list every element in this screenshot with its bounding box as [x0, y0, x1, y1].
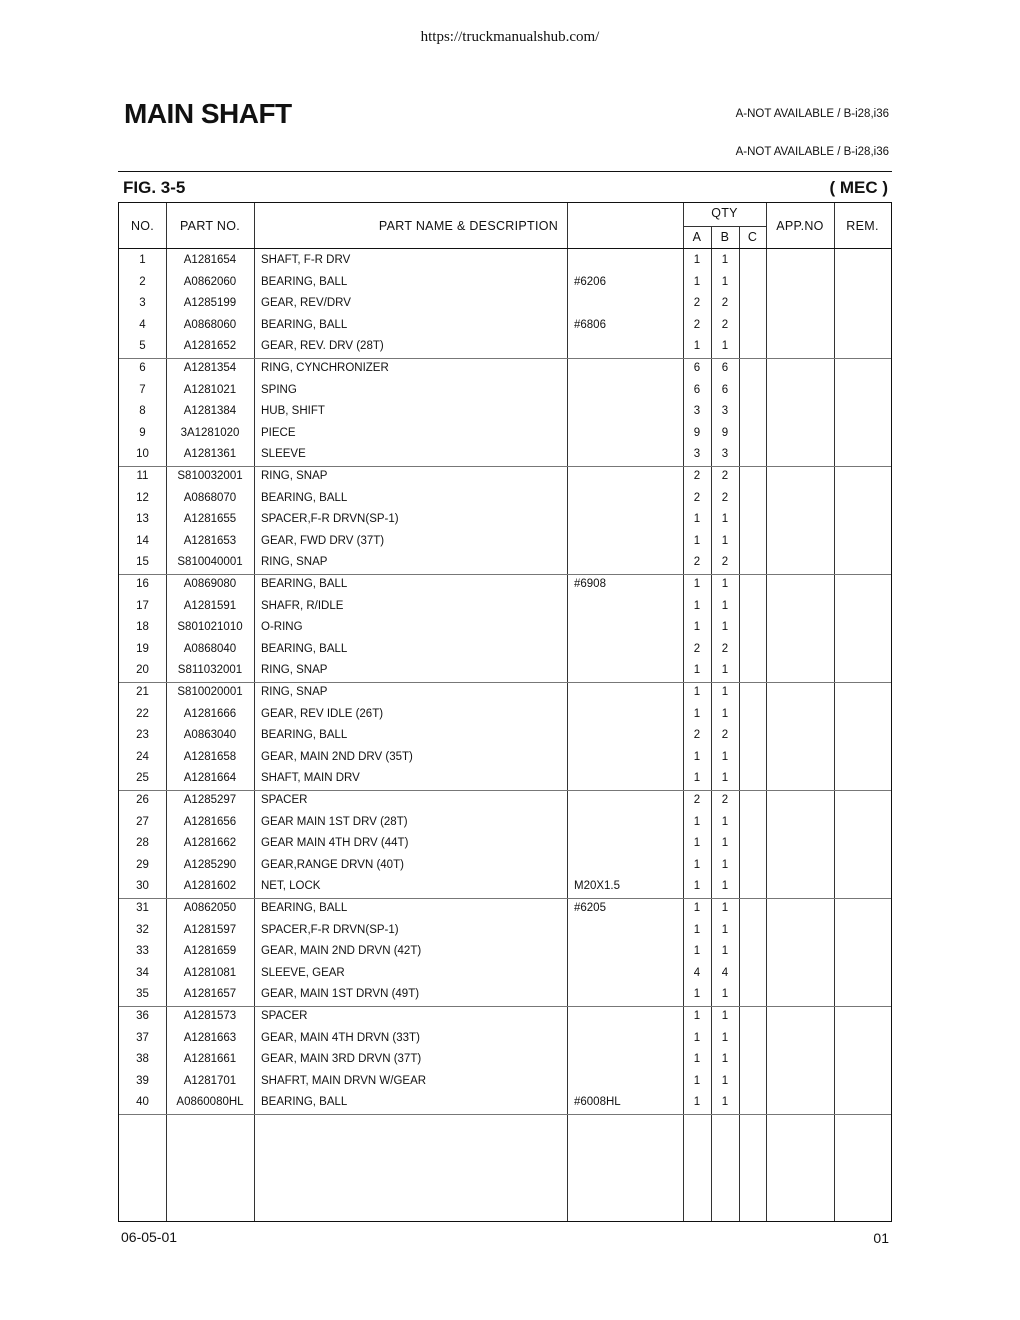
table-row: [119, 552, 891, 574]
cell-part-no: A1281653: [183, 534, 237, 547]
table-row: [119, 380, 891, 402]
cell-part-no: A1281655: [183, 513, 237, 526]
cell-no: 33: [136, 945, 149, 958]
cell-part-name: GEAR MAIN 1ST DRV (28T): [261, 815, 408, 828]
cell-part-name: BEARING, BALL: [261, 729, 348, 742]
cell-qty-a: 2: [693, 297, 701, 310]
cell-part-name: GEAR, MAIN 3RD DRVN (37T): [261, 1053, 422, 1066]
header-no: NO.: [130, 219, 155, 233]
header-qty-b: B: [720, 230, 730, 244]
cell-part-no: A1285290: [183, 858, 237, 871]
cell-qty-b: 1: [721, 664, 729, 677]
table-row: [119, 336, 891, 358]
cell-qty-a: 1: [693, 578, 701, 590]
cell-no: 27: [136, 815, 149, 828]
table-row: [119, 790, 891, 812]
availability-note-2: A-NOT AVAILABLE / B-i28,i36: [735, 146, 889, 158]
cell-no: 4: [139, 318, 146, 331]
table-row: [119, 466, 891, 488]
cell-qty-b: 1: [721, 923, 729, 936]
cell-qty-a: 2: [693, 470, 701, 482]
cell-qty-a: 2: [693, 491, 701, 504]
page-title: MAIN SHAFT: [124, 98, 292, 129]
cell-no: 40: [136, 1096, 149, 1109]
cell-part-no: A1281361: [183, 448, 237, 461]
cell-qty-b: 1: [721, 772, 729, 785]
cell-qty-b: 1: [721, 1096, 729, 1109]
cell-description: #6908: [574, 578, 606, 590]
cell-qty-b: 6: [721, 383, 729, 396]
cell-qty-b: 4: [721, 966, 729, 979]
table-row: [119, 747, 891, 769]
cell-part-name: SPACER,F-R DRVN(SP-1): [261, 923, 399, 936]
cell-no: 25: [136, 772, 149, 785]
table-row: [119, 358, 891, 380]
header-app-no: APP.NO: [776, 219, 824, 233]
cell-qty-b: 1: [721, 750, 729, 763]
cell-qty-b: 1: [721, 988, 729, 1001]
table-row: [119, 1028, 891, 1050]
cell-qty-a: 1: [693, 902, 701, 914]
cell-part-no: A1281597: [183, 923, 237, 936]
cell-qty-b: 1: [721, 837, 729, 850]
cell-no: 1: [139, 254, 146, 266]
cell-qty-a: 1: [693, 664, 701, 677]
cell-part-name: O-RING: [261, 621, 303, 634]
header-divider: [118, 171, 892, 172]
cell-qty-a: 1: [693, 750, 701, 763]
cell-qty-b: 2: [721, 794, 729, 806]
cell-part-name: RING, SNAP: [261, 470, 328, 482]
cell-no: 16: [136, 578, 149, 590]
cell-part-no: A1281654: [183, 254, 237, 266]
cell-qty-a: 1: [693, 1031, 701, 1044]
table-row: [119, 531, 891, 553]
cell-part-no: A1281384: [183, 405, 237, 418]
cell-no: 24: [136, 750, 149, 763]
cell-part-name: GEAR MAIN 4TH DRV (44T): [261, 837, 409, 850]
cell-part-no: A1281666: [183, 707, 237, 720]
cell-qty-a: 1: [693, 275, 701, 288]
table-row: [119, 855, 891, 877]
cell-part-name: SPACER: [261, 1010, 308, 1022]
cell-no: 2: [139, 275, 146, 288]
cell-no: 8: [139, 405, 146, 418]
cell-part-no: A1281662: [183, 837, 237, 850]
cell-part-no: A1281602: [183, 880, 237, 893]
header-qty-c: C: [747, 230, 758, 244]
table-row: [119, 876, 891, 898]
cell-part-name: GEAR, MAIN 4TH DRVN (33T): [261, 1031, 420, 1044]
cell-part-no: A1285199: [183, 297, 237, 310]
header-divider: [119, 248, 891, 249]
cell-qty-b: 1: [721, 599, 729, 612]
cell-part-name: GEAR, MAIN 2ND DRV (35T): [261, 750, 413, 763]
cell-description: #6206: [574, 275, 606, 288]
header-qty-a: A: [692, 230, 702, 244]
cell-qty-a: 1: [693, 686, 701, 698]
cell-part-no: S801021010: [177, 621, 243, 634]
cell-part-name: GEAR, REV/DRV: [261, 297, 351, 310]
cell-qty-a: 1: [693, 858, 701, 871]
cell-qty-a: 1: [693, 772, 701, 785]
source-url: https://truckmanualshub.com/: [420, 29, 600, 45]
table-row: [119, 315, 891, 337]
header-qty: QTY: [711, 206, 738, 220]
cell-part-no: A1281591: [183, 599, 237, 612]
cell-part-no: S810020001: [177, 686, 243, 698]
cell-qty-b: 1: [721, 858, 729, 871]
cell-qty-a: 2: [693, 318, 701, 331]
cell-part-name: BEARING, BALL: [261, 578, 348, 590]
cell-no: 17: [136, 599, 149, 612]
cell-qty-b: 1: [721, 1053, 729, 1066]
cell-part-name: SHAFT, F-R DRV: [261, 254, 351, 266]
cell-no: 3: [139, 297, 146, 310]
table-row: [119, 682, 891, 704]
cell-part-name: GEAR,RANGE DRVN (40T): [261, 858, 404, 871]
cell-part-no: A1281664: [183, 772, 237, 785]
table-row: [119, 509, 891, 531]
cell-part-no: A1281573: [183, 1010, 237, 1022]
availability-note-1: A-NOT AVAILABLE / B-i28,i36: [735, 108, 889, 120]
cell-qty-b: 1: [721, 275, 729, 288]
table-row: [119, 963, 891, 985]
cell-part-no: A0869080: [183, 578, 237, 590]
cell-qty-a: 1: [693, 1053, 701, 1066]
cell-qty-a: 1: [693, 621, 701, 634]
table-row: [119, 639, 891, 661]
cell-no: 21: [136, 686, 149, 698]
cell-no: 36: [136, 1010, 149, 1022]
cell-part-no: A0868070: [183, 491, 237, 504]
cell-part-name: RING, SNAP: [261, 686, 328, 698]
table-row: [119, 401, 891, 423]
header-rem: REM.: [846, 219, 879, 233]
cell-part-no: A1281658: [183, 750, 237, 763]
cell-qty-b: 1: [721, 513, 729, 526]
cell-part-no: A0862060: [183, 275, 237, 288]
cell-no: 6: [139, 362, 146, 374]
cell-no: 22: [136, 707, 149, 720]
cell-part-name: GEAR, FWD DRV (37T): [261, 534, 385, 547]
cell-qty-a: 1: [693, 254, 701, 266]
cell-part-no: A1281652: [183, 340, 237, 353]
cell-part-name: SHAFR, R/IDLE: [261, 599, 344, 612]
cell-qty-b: 1: [721, 578, 729, 590]
cell-no: 13: [136, 513, 149, 526]
cell-part-name: SHAFRT, MAIN DRVN W/GEAR: [261, 1074, 427, 1087]
cell-qty-b: 3: [721, 405, 729, 418]
cell-part-name: SHAFT, MAIN DRV: [261, 772, 360, 785]
cell-qty-b: 1: [721, 254, 729, 266]
cell-qty-b: 2: [721, 470, 729, 482]
cell-part-name: BEARING, BALL: [261, 642, 348, 655]
cell-part-name: BEARING, BALL: [261, 275, 348, 288]
cell-no: 15: [136, 556, 149, 569]
cell-part-no: A1281081: [183, 966, 237, 979]
table-row: [119, 1092, 891, 1114]
cell-qty-a: 3: [693, 405, 701, 418]
cell-part-no: A1281656: [183, 815, 237, 828]
cell-qty-a: 2: [693, 556, 701, 569]
cell-qty-a: 6: [693, 362, 701, 374]
cell-part-name: SPACER: [261, 794, 308, 806]
cell-no: 18: [136, 621, 149, 634]
cell-no: 37: [136, 1031, 149, 1044]
cell-qty-b: 1: [721, 880, 729, 893]
qty-divider: [683, 226, 766, 227]
cell-no: 10: [136, 448, 149, 461]
cell-part-no: A1281657: [183, 988, 237, 1001]
table-row: [119, 617, 891, 639]
cell-description: #6008HL: [574, 1096, 621, 1109]
cell-qty-a: 1: [693, 988, 701, 1001]
cell-part-no: A1281021: [183, 383, 237, 396]
cell-qty-b: 2: [721, 556, 729, 569]
cell-qty-a: 1: [693, 340, 701, 353]
cell-qty-a: 1: [693, 815, 701, 828]
cell-qty-a: 2: [693, 642, 701, 655]
header-part-no: PART NO.: [179, 219, 241, 233]
cell-part-no: A1281663: [183, 1031, 237, 1044]
cell-qty-b: 1: [721, 621, 729, 634]
cell-no: 14: [136, 534, 149, 547]
cell-qty-b: 1: [721, 340, 729, 353]
cell-part-name: SPACER,F-R DRVN(SP-1): [261, 513, 399, 526]
cell-qty-b: 6: [721, 362, 729, 374]
cell-qty-b: 1: [721, 1074, 729, 1087]
cell-qty-a: 1: [693, 1010, 701, 1022]
table-row: [119, 596, 891, 618]
cell-qty-b: 1: [721, 945, 729, 958]
cell-no: 9: [139, 426, 146, 439]
cell-qty-a: 1: [693, 534, 701, 547]
cell-no: 28: [136, 837, 149, 850]
cell-no: 12: [136, 491, 149, 504]
table-row: [119, 898, 891, 920]
table-row: [119, 488, 891, 510]
cell-no: 7: [139, 383, 146, 396]
cell-part-no: S810032001: [177, 470, 243, 482]
cell-part-no: A1281659: [183, 945, 237, 958]
group-divider: [119, 1114, 891, 1115]
table-row: [119, 1006, 891, 1028]
table-row: [119, 833, 891, 855]
cell-qty-b: 2: [721, 729, 729, 742]
cell-part-name: HUB, SHIFT: [261, 405, 325, 418]
cell-qty-a: 1: [693, 880, 701, 893]
cell-qty-b: 2: [721, 297, 729, 310]
table-row: [119, 768, 891, 790]
table-row: [119, 812, 891, 834]
cell-no: 11: [136, 470, 149, 482]
cell-no: 29: [136, 858, 149, 871]
cell-no: 31: [136, 902, 149, 914]
table-row: [119, 704, 891, 726]
cell-part-name: NET, LOCK: [261, 880, 321, 893]
table-row: [119, 293, 891, 315]
table-row: [119, 444, 891, 466]
cell-no: 19: [136, 642, 149, 655]
cell-no: 34: [136, 966, 149, 979]
cell-part-no: A0860080HL: [176, 1096, 244, 1109]
table-row: [119, 272, 891, 294]
table-row: [119, 1071, 891, 1093]
cell-part-name: RING, SNAP: [261, 556, 328, 569]
table-row: [119, 725, 891, 747]
cell-qty-a: 1: [693, 945, 701, 958]
cell-no: 38: [136, 1053, 149, 1066]
cell-qty-b: 1: [721, 707, 729, 720]
cell-part-name: BEARING, BALL: [261, 491, 348, 504]
cell-qty-a: 1: [693, 1096, 701, 1109]
cell-qty-a: 1: [693, 923, 701, 936]
cell-part-no: A0863040: [183, 729, 237, 742]
table-row: [119, 250, 891, 272]
cell-qty-a: 1: [693, 707, 701, 720]
cell-qty-b: 2: [721, 318, 729, 331]
cell-no: 26: [136, 794, 149, 806]
figure-label: FIG. 3-5: [123, 178, 186, 197]
cell-part-no: A1281701: [183, 1074, 237, 1087]
cell-qty-a: 1: [693, 1074, 701, 1087]
cell-qty-b: 2: [721, 491, 729, 504]
cell-qty-a: 1: [693, 837, 701, 850]
cell-no: 39: [136, 1074, 149, 1087]
cell-description: #6205: [574, 902, 606, 914]
cell-qty-b: 1: [721, 902, 729, 914]
cell-part-name: BEARING, BALL: [261, 902, 348, 914]
cell-qty-b: 2: [721, 642, 729, 655]
cell-part-name: PIECE: [261, 426, 296, 439]
parts-table: [118, 202, 892, 1222]
cell-part-no: S811032001: [177, 664, 243, 677]
table-row: [119, 1049, 891, 1071]
cell-part-no: A0868040: [183, 642, 237, 655]
cell-no: 35: [136, 988, 149, 1001]
cell-part-no: A0862050: [183, 902, 237, 914]
cell-qty-b: 1: [721, 1010, 729, 1022]
cell-qty-b: 3: [721, 448, 729, 461]
cell-qty-b: 1: [721, 534, 729, 547]
table-row: [119, 941, 891, 963]
cell-part-name: GEAR, REV. DRV (28T): [261, 340, 384, 353]
cell-part-name: BEARING, BALL: [261, 318, 348, 331]
table-row: [119, 920, 891, 942]
cell-qty-a: 1: [693, 599, 701, 612]
cell-part-no: S810040001: [177, 556, 243, 569]
cell-qty-a: 9: [693, 426, 701, 439]
cell-qty-a: 3: [693, 448, 701, 461]
cell-part-name: RING, CYNCHRONIZER: [261, 362, 389, 374]
cell-qty-a: 1: [693, 513, 701, 526]
cell-qty-a: 2: [693, 794, 701, 806]
cell-qty-a: 4: [693, 966, 701, 979]
cell-part-no: A1281354: [183, 362, 237, 374]
cell-part-no: A1285297: [183, 794, 237, 806]
cell-part-name: GEAR, MAIN 2ND DRVN (42T): [261, 945, 422, 958]
cell-qty-b: 1: [721, 686, 729, 698]
cell-qty-b: 9: [721, 426, 729, 439]
cell-qty-a: 6: [693, 383, 701, 396]
model-label: ( MEC ): [829, 178, 888, 197]
cell-part-no: 3A1281020: [180, 426, 240, 439]
cell-qty-a: 2: [693, 729, 701, 742]
cell-part-no: A1281661: [183, 1053, 237, 1066]
table-row: [119, 984, 891, 1006]
cell-description: M20X1.5: [574, 880, 621, 893]
cell-part-no: A0868060: [183, 318, 237, 331]
cell-part-name: SLEEVE, GEAR: [261, 966, 345, 979]
header-part-name: PART NAME & DESCRIPTION: [378, 219, 559, 233]
cell-part-name: SPING: [261, 383, 297, 396]
cell-part-name: BEARING, BALL: [261, 1096, 348, 1109]
cell-no: 5: [139, 340, 146, 353]
cell-part-name: SLEEVE: [261, 448, 306, 461]
cell-part-name: GEAR, MAIN 1ST DRVN (49T): [261, 988, 420, 1001]
table-row: [119, 574, 891, 596]
cell-qty-b: 1: [721, 1031, 729, 1044]
cell-description: #6806: [574, 318, 606, 331]
cell-qty-b: 1: [721, 815, 729, 828]
cell-no: 20: [136, 664, 149, 677]
cell-no: 23: [136, 729, 149, 742]
table-row: [119, 423, 891, 445]
footer-date: 06-05-01: [121, 1229, 178, 1245]
cell-part-name: GEAR, REV IDLE (26T): [261, 707, 384, 720]
page-number: 01: [873, 1230, 889, 1246]
table-row: [119, 660, 891, 682]
cell-part-name: RING, SNAP: [261, 664, 328, 677]
cell-no: 32: [136, 923, 149, 936]
cell-no: 30: [136, 880, 149, 893]
